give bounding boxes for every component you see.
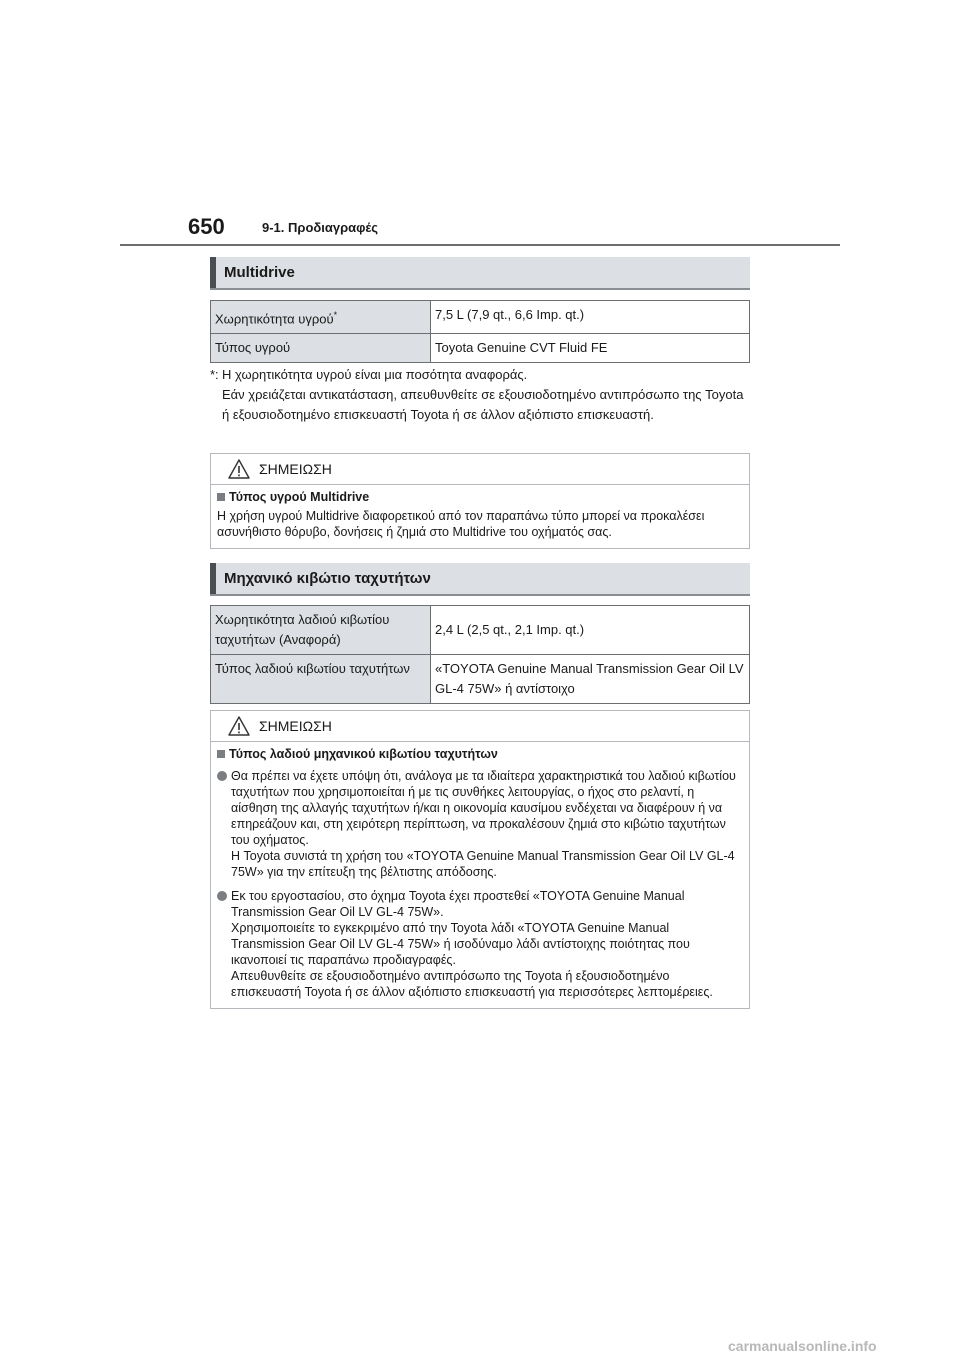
note-subheading: [217, 489, 743, 505]
table-cell-value: 2,4 L (2,5 qt., 2,1 Imp. qt.): [431, 606, 750, 655]
bullet-paragraph: Εκ του εργοστασίου, στο όχημα Toyota έχει προστεθεί «TOYOTA Genuine Manual Transmission Gear Oil LV GL-4 75W».: [231, 889, 685, 919]
note-header: [211, 454, 749, 485]
square-bullet-icon: [217, 750, 225, 758]
table-row: [211, 301, 750, 334]
bullet-paragraph: Η Toyota συνιστά τη χρήση του «TOYOTA Genuine Manual Transmission Gear Oil LV GL-4 75W» για την επίτευξη της βέλτιστης απόδοσης.: [231, 849, 735, 879]
manual-transmission-heading-text: Μηχανικό κιβώτιο ταχυτήτων: [224, 570, 431, 587]
page-number: 650: [188, 214, 225, 239]
note-subheading-text: Τύπος λαδιού μηχανικού κιβωτίου ταχυτήτων: [229, 747, 498, 761]
fluid-capacity-label: Χωρητικότητα υγρού: [215, 311, 334, 327]
footnote-rest: Εάν χρειάζεται αντικατάσταση, απευθυνθείτε σε εξουσιοδοτημένο αντιπρόσωπο της Toyota ή εξουσιοδοτημένο επισκευαστή Toyota ή σε άλλον αξιόπιστο επισκευαστή.: [222, 387, 744, 422]
table-cell-value: 7,5 L (7,9 qt., 6,6 Imp. qt.): [431, 301, 750, 334]
footnote-mark: *:: [210, 367, 219, 382]
table-cell-value: Toyota Genuine CVT Fluid FE: [431, 334, 750, 363]
note-text: Η χρήση υγρού Multidrive διαφορετικού από τον παραπάνω τύπο μπορεί να προκαλέσει ασυνήθιστο θόρυβο, δονήσεις ή ζημιά στο Multidrive του οχήματός σας.: [217, 509, 705, 539]
bullet-paragraph: Χρησιμοποιείτε το εγκεκριμένο από την Toyota λάδι «TOYOTA Genuine Manual Transmission Gear Oil LV GL-4 75W» ή ισοδύναμο λάδι αντίστοιχης ποιότητας που ικανοποιεί τις παραπάνω προδιαγραφές.: [231, 921, 690, 967]
table-row: [211, 655, 750, 704]
bullet-paragraph: Απευθυνθείτε σε εξουσιοδοτημένο αντιπρόσωπο της Toyota ή εξουσιοδοτημένο επισκευαστή Toyota ή σε άλλον αξιόπιστο επισκευαστή για περισσότερες λεπτομέρειες.: [231, 969, 713, 999]
manual-transmission-spec-table: [210, 605, 750, 704]
footnote-line1: Η χωρητικότητα υγρού είναι μια ποσότητα αναφοράς.: [222, 367, 528, 382]
round-bullet-icon: [217, 771, 227, 781]
manual-transmission-note-box: [210, 710, 750, 1009]
list-item: [217, 888, 743, 1000]
round-bullet-icon: [217, 891, 227, 901]
note-title: ΣΗΜΕΙΩΣΗ: [259, 461, 332, 477]
table-row: [211, 606, 750, 655]
multidrive-note-box: [210, 453, 750, 549]
table-cell-value: «TOYOTA Genuine Manual Transmission Gear Oil LV GL-4 75W» ή αντίστοιχο: [431, 655, 750, 704]
header-divider: [120, 244, 840, 246]
multidrive-spec-table: [210, 300, 750, 363]
table-cell-label: Τύπος υγρού: [211, 334, 431, 363]
multidrive-heading: [210, 257, 750, 290]
footnote: [210, 365, 750, 425]
multidrive-heading-text: Multidrive: [224, 264, 295, 281]
table-cell-label: [211, 301, 431, 334]
table-cell-label: Τύπος λαδιού κιβωτίου ταχυτήτων: [211, 655, 431, 704]
note-body: [211, 485, 749, 548]
table-row: [211, 334, 750, 363]
note-header: [211, 711, 749, 742]
warning-triangle-icon: [227, 715, 251, 737]
note-subheading: [217, 746, 743, 762]
warning-triangle-icon: [227, 458, 251, 480]
note-body: [211, 742, 749, 1008]
note-title: ΣΗΜΕΙΩΣΗ: [259, 718, 332, 734]
section-title: 9-1. Προδιαγραφές: [262, 220, 379, 235]
footnote-reference: *: [333, 310, 338, 320]
note-subheading-text: Τύπος υγρού Multidrive: [229, 490, 370, 504]
bullet-paragraph: Θα πρέπει να έχετε υπόψη ότι, ανάλογα με τα ιδιαίτερα χαρακτηριστικά του λαδιού κιβωτίου ταχυτήτων που χρησιμοποιείται ή με τις συνθήκες λειτουργίας, ο ήχος στο ρελαντί, η αίσθηση της αλλαγής ταχυτήτων ή/και η οικονομία καυσίμου ενδέχεται να διαφέρουν ή να επηρεάζουν και, στη χειρότερη περίπτωση, να προκαλέσουν ζημιά στο κιβώτιο ταχυτήτων του οχήματος.: [231, 769, 736, 847]
site-watermark: carmanualsonline.info: [728, 1338, 877, 1354]
list-item: [217, 768, 743, 880]
table-cell-label: Χωρητικότητα λαδιού κιβωτίου ταχυτήτων (Αναφορά): [211, 606, 431, 655]
manual-transmission-heading: [210, 563, 750, 596]
square-bullet-icon: [217, 493, 225, 501]
